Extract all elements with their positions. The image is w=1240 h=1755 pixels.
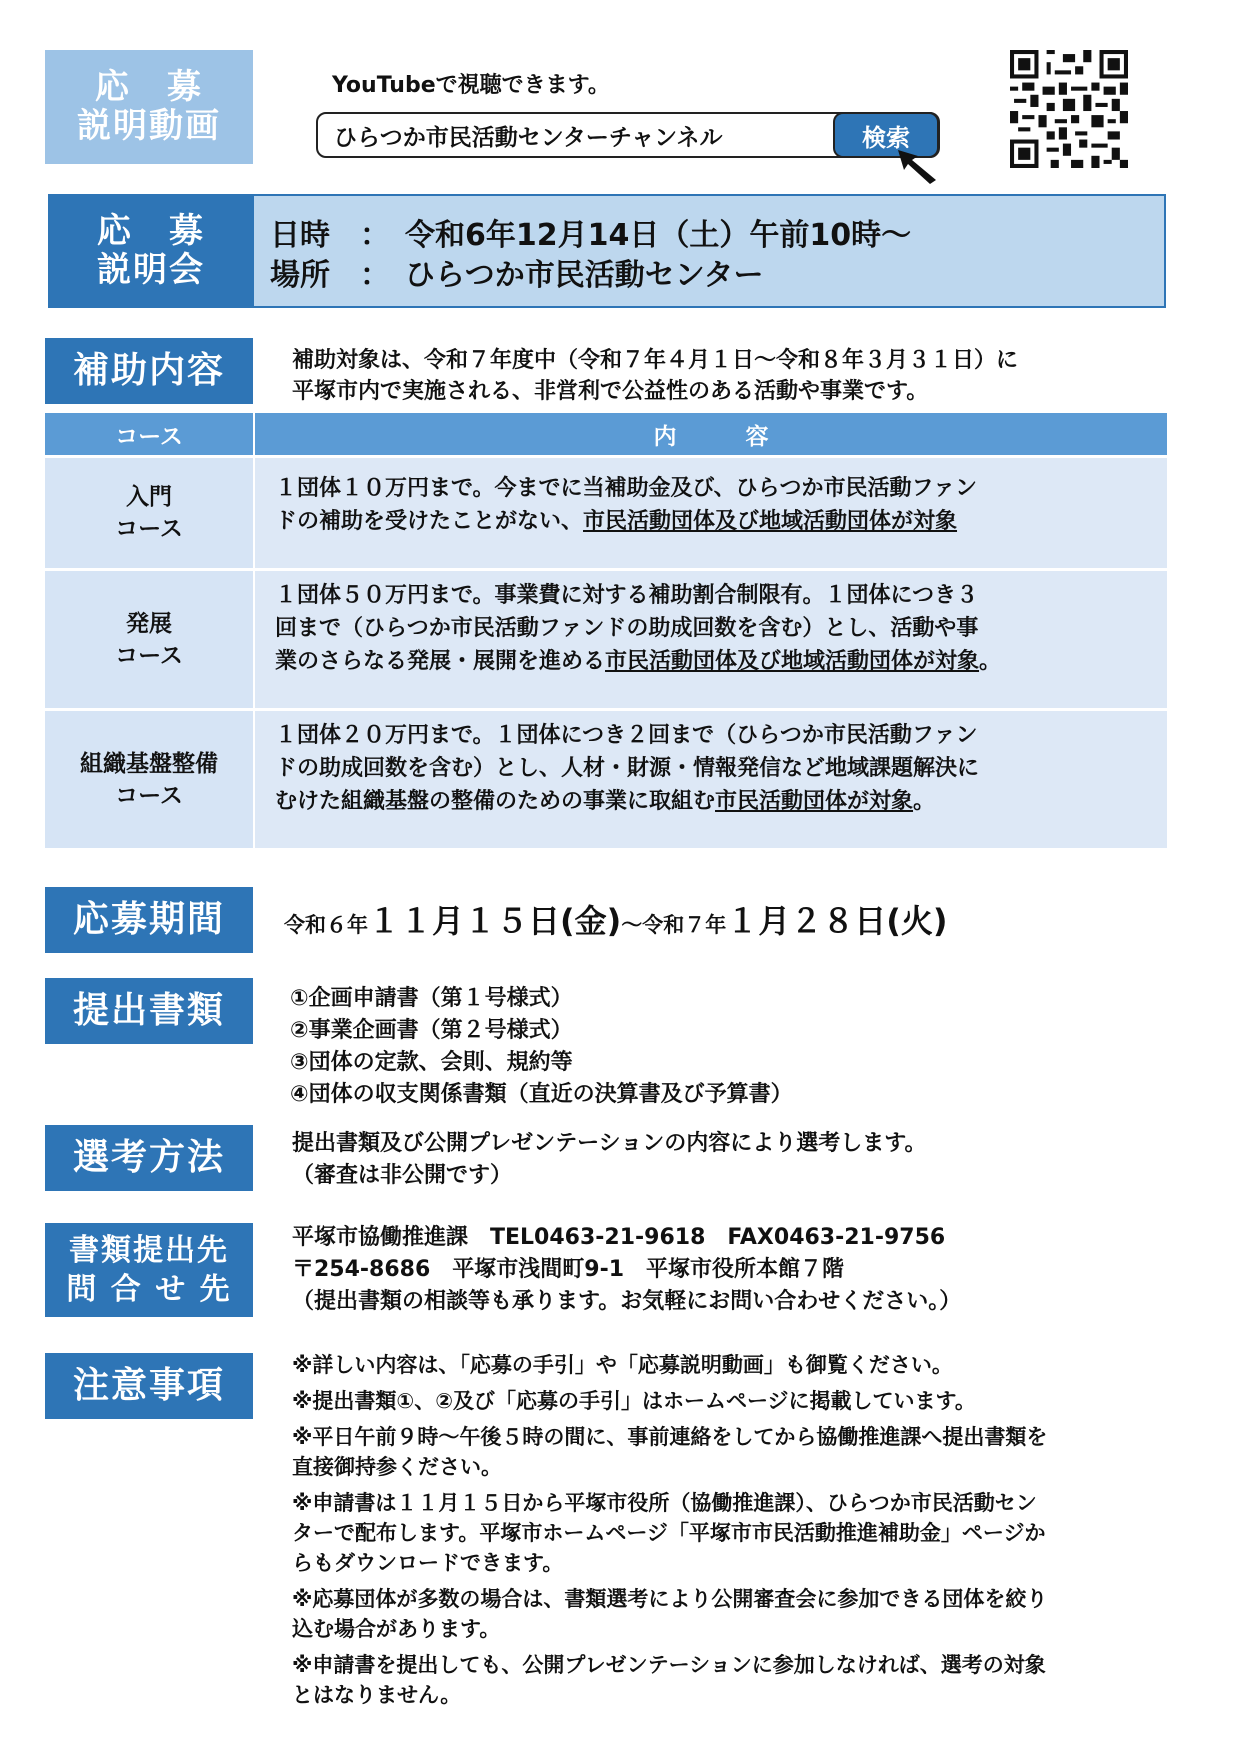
header-course: コース — [115, 423, 183, 450]
course-name-line1: 発展 — [125, 610, 172, 637]
note-line: ※平日午前９時～午後５時の間に、事前連絡をしてから協働推進課へ提出書類を — [292, 1425, 1048, 1449]
cursor-arrow-icon — [896, 148, 946, 186]
document-item: ③団体の定款、会則、規約等 — [290, 1050, 573, 1075]
course-name-line2: コース — [115, 642, 183, 669]
desc-line1: １団体５０万円まで。事業費に対する補助割合制限有。１団体につき３ — [275, 583, 979, 608]
course-description — [255, 711, 1167, 848]
desc-line2 — [275, 505, 1157, 538]
period-text — [284, 896, 948, 942]
selection-section-label: 選考方法 — [45, 1125, 253, 1191]
qr-code-icon[interactable] — [1010, 50, 1128, 168]
subsidy-intro-line1: 補助対象は、令和７年度中（令和７年４月１日～令和８年３月３１日）に — [292, 348, 1019, 373]
video-label-line2: 説明動画 — [77, 106, 221, 146]
note-item — [292, 1422, 1212, 1482]
search-button-label: 検索 — [862, 123, 910, 152]
desc-line3-end: 。 — [979, 649, 1002, 674]
note-item — [292, 1488, 1212, 1578]
header-content: 内 容 — [653, 423, 769, 450]
course-name — [45, 571, 253, 708]
desc-line3 — [275, 785, 1157, 818]
desc-line2-plain: ドの補助を受けたことがない、 — [275, 509, 584, 534]
session-place: 場所 ： ひらつか市民活動センター — [270, 258, 764, 293]
course-row-intro — [45, 458, 1167, 568]
documents-list — [290, 983, 793, 1111]
note-item — [292, 1350, 1212, 1380]
document-item: ②事業企画書（第２号様式） — [290, 1018, 573, 1043]
video-label-line1: 応 募 — [95, 66, 203, 107]
contact-label-line1: 書類提出先 — [69, 1233, 229, 1268]
desc-line3-plain: むけた組織基盤の整備のための事業に取組む — [275, 789, 716, 814]
contact-line3: （提出書類の相談等も承ります。お気軽にお問い合わせください。） — [292, 1289, 962, 1314]
notes-section-label: 注意事項 — [45, 1353, 253, 1419]
desc-line3 — [275, 645, 1157, 678]
desc-line3-underlined: 市民活動団体が対象 — [715, 789, 914, 814]
desc-line3-underlined: 市民活動団体及び地域活動団体が対象 — [605, 649, 980, 674]
subsidy-intro-line2: 平塚市内で実施される、非営利で公益性のある活動や事業です。 — [292, 379, 929, 404]
desc-line1: １団体２０万円まで。１団体につき２回まで（ひらつか市民活動ファン — [275, 723, 978, 748]
period-end-date: １月２８日(火) — [726, 902, 948, 940]
session-label-line2: 説明会 — [97, 250, 205, 290]
document-item: ①企画申請書（第１号様式） — [290, 986, 573, 1011]
selection-line2: （審査は非公開です） — [292, 1163, 513, 1188]
period-section-label: 応募期間 — [45, 887, 253, 953]
notes-list — [292, 1350, 1212, 1710]
note-line: ※提出書類①、②及び「応募の手引」はホームページに掲載しています。 — [292, 1389, 976, 1413]
course-table-header — [45, 413, 1167, 455]
video-section-label — [45, 50, 253, 164]
documents-section-label: 提出書類 — [45, 978, 253, 1044]
note-line: ※申請書は１１月１５日から平塚市役所（協働推進課）、ひらつか市民活動セン — [292, 1491, 1037, 1515]
note-item — [292, 1584, 1212, 1644]
session-label-line1: 応 募 — [97, 210, 205, 251]
contact-line1: 平塚市協働推進課 TEL0463-21-9618 FAX0463-21-9756 — [292, 1225, 946, 1250]
note-line: 直接御持参ください。 — [292, 1455, 502, 1479]
selection-line1: 提出書類及び公開プレゼンテーションの内容により選考します。 — [292, 1131, 927, 1156]
desc-line2-underlined: 市民活動団体及び地域活動団体が対象 — [583, 509, 958, 534]
course-name — [45, 458, 253, 568]
course-name-line2: コース — [115, 516, 183, 542]
course-name-line2: コース — [115, 782, 183, 809]
desc-line3-end: 。 — [913, 789, 936, 814]
course-name-line1: 組織基盤整備 — [80, 750, 218, 777]
desc-line1: １団体１０万円まで。今までに当補助金及び、ひらつか市民活動ファン — [275, 476, 978, 501]
course-name-line1: 入門 — [125, 484, 172, 510]
note-item — [292, 1386, 1212, 1416]
desc-line2: ドの助成回数を含む）とし、人材・財源・情報発信など地域課題解決に — [275, 756, 980, 781]
period-start-era: 令和６年 — [284, 913, 368, 937]
course-description — [255, 571, 1167, 708]
note-line: ※申請書を提出しても、公開プレゼンテーションに参加しなければ、選考の対象 — [292, 1653, 1046, 1677]
contact-section-label — [45, 1223, 253, 1317]
session-section-label — [48, 194, 254, 308]
youtube-text: YouTubeで視聴できます。 — [332, 73, 610, 98]
subsidy-section-label: 補助内容 — [45, 338, 253, 404]
note-line: らもダウンロードできます。 — [292, 1551, 564, 1575]
note-line: とはなりません。 — [292, 1683, 462, 1707]
search-input-value: ひらつか市民活動センターチャンネル — [334, 124, 723, 151]
note-line: ターで配布します。平塚市ホームページ「平塚市市民活動推進補助金」ページか — [292, 1521, 1046, 1545]
course-description — [255, 458, 1167, 568]
session-datetime: 日時 ： 令和6年12月14日（土）午前10時～ — [270, 218, 912, 253]
document-item: ④団体の収支関係書類（直近の決算書及び予算書） — [290, 1082, 793, 1107]
desc-line3-plain: 業のさらなる発展・展開を進める — [275, 649, 606, 674]
note-line: ※詳しい内容は、「応募の手引」や「応募説明動画」も御覧ください。 — [292, 1353, 953, 1377]
course-row-development — [45, 571, 1167, 708]
contact-label-line2: 問 合 せ 先 — [66, 1272, 232, 1307]
note-item — [292, 1650, 1212, 1710]
period-end-era: ～令和７年 — [621, 913, 727, 937]
note-line: ※応募団体が多数の場合は、書類選考により公開審査会に参加できる団体を絞り — [292, 1587, 1048, 1611]
course-row-organization — [45, 711, 1167, 848]
note-line: 込む場合があります。 — [292, 1617, 501, 1641]
desc-line2: 回まで（ひらつか市民活動ファンドの助成回数を含む）とし、活動や事 — [275, 616, 979, 641]
course-name — [45, 711, 253, 848]
contact-line2: 〒254-8686 平塚市浅間町9-1 平塚市役所本館７階 — [292, 1257, 845, 1282]
period-start-date: １１月１５日(金) — [368, 902, 622, 940]
